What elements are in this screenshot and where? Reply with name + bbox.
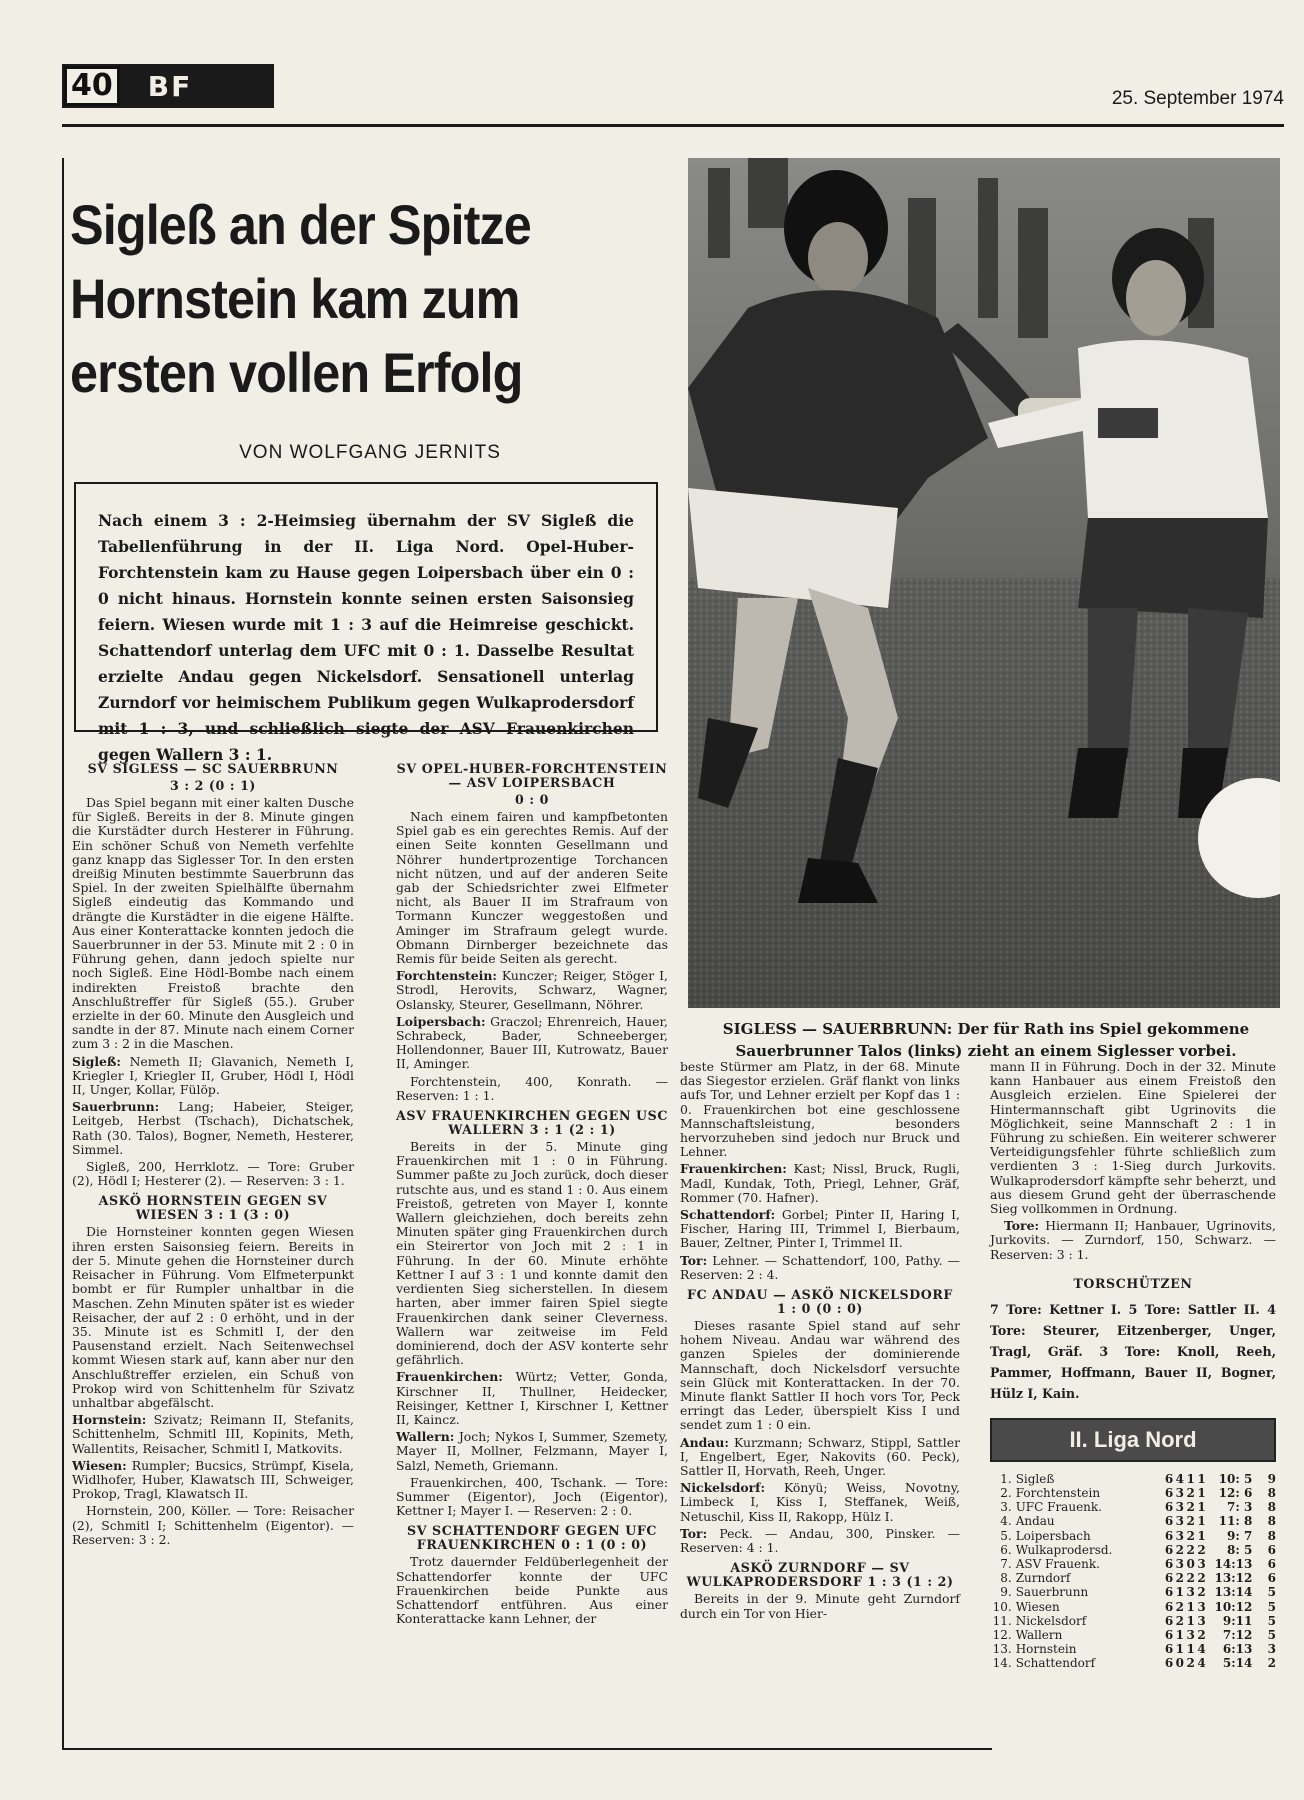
match-facts: Forchtenstein, 400, Konrath. — Reserven: 1 : 1. xyxy=(396,1073,668,1103)
wins: 3 xyxy=(1175,1500,1185,1515)
team-name: Loipersbach xyxy=(1015,1528,1091,1543)
wins: 1 xyxy=(1175,1628,1185,1643)
losses: 3 xyxy=(1197,1613,1206,1628)
games: 6 xyxy=(1164,1528,1174,1543)
games: 6 xyxy=(1164,1585,1174,1600)
table-row xyxy=(990,1614,1276,1628)
column-4 xyxy=(990,1060,1276,1671)
games: 6 xyxy=(1164,1557,1174,1572)
column-1 xyxy=(72,762,354,1550)
team-name: Hornstein xyxy=(1015,1642,1077,1657)
draws: 3 xyxy=(1186,1585,1195,1600)
table-row xyxy=(990,1642,1276,1656)
wins: 2 xyxy=(1175,1571,1185,1586)
wins: 0 xyxy=(1175,1656,1185,1671)
byline: VON WOLFGANG JERNITS xyxy=(239,442,501,463)
match-report: beste Stürmer am Platz, in der 68. Minute das Siegestor erzielen. Gräf flankt von links aufs Tor, und Lehner erzielt per Kopf das 1 : 0. Frauenkirchen bot eine geschlossene Mannschaftsleistung, besonders hervorzuheben sind jedoch nur Bruck und Lehner. xyxy=(680,1059,960,1160)
column-3 xyxy=(680,1060,960,1624)
team-name: Andau xyxy=(1015,1514,1055,1529)
team-name: Nickelsdorf xyxy=(1015,1613,1087,1628)
draws: 2 xyxy=(1186,1571,1195,1586)
wins: 1 xyxy=(1175,1642,1185,1657)
match-report: mann II in Führung. Doch in der 32. Minute kann Hanbauer aus einem Freistoß den Ausgleich erzielen. Eine Spielerei der Hintermannschaft gibt Ugrinovits die Möglichkeit, seine Mannschaft 2 : 1 in Führung zu schießen. Ein weiterer schwerer Verteidigungsfehler führte schließlich zum verdienten 3 : 1-Sieg durch Jurkovits. Wulkaprodersdorf kämpfte sehr beherzt, und aus diesem Grund geht der überraschende Sieg vollkommen in Ordnung. xyxy=(990,1059,1276,1217)
match-facts: Sigleß, 200, Herrklotz. — Tore: Gruber (2), Hödl I; Hesterer (2). — Reserven: 3 : 1. xyxy=(72,1159,354,1189)
league-table-title: II. Liga Nord xyxy=(990,1418,1276,1462)
goals: 12: 6 xyxy=(1218,1486,1253,1501)
games: 6 xyxy=(1164,1642,1174,1657)
match-report: Das Spiel begann mit einer kalten Dusche für Sigleß. Bereits in der 8. Minute gingen die Kurstädter durch Hesterer in Führung. Ein schöner Schuß von Nemeth verfehlte ganz knapp das Siglesser Tor. In den ersten dreißig Minuten bestimmte Sauerbrunn das Spiel. In der zweiten Spielhälfte übernahm Sigleß eindeutig das Kommando und drängte die Kurstädter in die eigene Hälfte. Aus einer Konterattacke konnten jedoch die Sauerbrunner in der 53. Minute mit 2 : 0 in Führung gehen, dann jedoch spielte nur noch Sigleß. Eine Hödl-Bombe nach einem indirekten Freistoß brachte den Anschlußtreffer für Sigleß (55.). Gruber erzielte in der 60. Minute den Ausgleich und sandte in der 87. Minute nach einem Corner zum 3 : 2 in die Maschen. xyxy=(72,795,354,1052)
points: 6 xyxy=(1267,1557,1276,1572)
headline xyxy=(70,188,610,410)
wins: 3 xyxy=(1175,1486,1185,1501)
match-heading: SV SIGLESS — SC SAUERBRUNN xyxy=(87,761,339,776)
table-row xyxy=(990,1557,1276,1571)
points: 5 xyxy=(1267,1585,1276,1600)
draws: 3 xyxy=(1186,1628,1195,1643)
wins: 3 xyxy=(1175,1557,1185,1572)
points: 6 xyxy=(1267,1571,1276,1586)
points: 8 xyxy=(1267,1528,1276,1543)
table-row xyxy=(990,1543,1276,1557)
losses: 3 xyxy=(1197,1599,1206,1614)
rank: 6. xyxy=(1000,1542,1012,1557)
team-name: UFC Frauenk. xyxy=(1015,1500,1102,1515)
games: 6 xyxy=(1164,1500,1174,1515)
caption-line-2: Sauerbrunner Talos (links) zieht an einem Siglesser vorbei. xyxy=(735,1042,1237,1060)
goals: 5:14 xyxy=(1222,1656,1253,1671)
draws: 2 xyxy=(1186,1542,1195,1557)
lineup: Loipersbach: Graczol; Ehrenreich, Hauer, Schrabeck, Bader, Schneeberger, Hollendonner, Bauer III, Kutrowatz, Bauer II, Aminger. xyxy=(396,1013,668,1072)
rank: 4. xyxy=(1000,1514,1012,1529)
points: 9 xyxy=(1267,1471,1276,1486)
lineup: Sauerbrunn: Lang; Habeier, Steiger, Leitgeb, Herbst (Tschach), Dichatschek, Rath (30. Talos), Bogner, Nemeth, Hesterer, Simmel. xyxy=(72,1099,354,1157)
games: 6 xyxy=(1164,1628,1174,1643)
team-name: ASV Frauenk. xyxy=(1015,1557,1100,1572)
wins: 3 xyxy=(1175,1514,1185,1529)
team-name: Sauerbrunn xyxy=(1015,1585,1089,1600)
games: 6 xyxy=(1164,1514,1174,1529)
wins: 4 xyxy=(1175,1471,1185,1486)
scorers-list: 7 Tore: Kettner I. 5 Tore: Sattler II. 4 Tore: Steurer, Eitzenberger, Unger, Tragl, Gräf. 3 Tore: Knoll, Reeh, Pammer, Hoffmann, Bauer II, Bogner, Hülz I, Kain. xyxy=(990,1301,1276,1401)
points: 6 xyxy=(1267,1542,1276,1557)
draws: 1 xyxy=(1186,1471,1195,1486)
goals: 8: 5 xyxy=(1227,1542,1253,1557)
headline-line-1: Sigleß an der Spitze xyxy=(70,193,531,256)
points: 8 xyxy=(1267,1500,1276,1515)
header-rule xyxy=(62,124,1284,127)
lineup: Andau: Kurzmann; Schwarz, Stippl, Sattler I, Engelbert, Eger, Nakovits (60. Peck), Sattler II, Horvath, Reeh, Unger. xyxy=(680,1434,960,1479)
page-number: 40 xyxy=(64,66,120,106)
goals: 10: 5 xyxy=(1218,1471,1253,1486)
points: 5 xyxy=(1267,1599,1276,1614)
draws: 0 xyxy=(1186,1557,1195,1572)
games: 6 xyxy=(1164,1471,1174,1486)
match-report: Die Hornsteiner konnten gegen Wiesen ihren ersten Saisonsieg feiern. Bereits in der 5. Minute gehen die Hornsteiner durch Reisacher in Führung. Vom Elfmeterpunkt bombt er für Rumpler unhaltbar in die Maschen. Zehn Minuten später ist es wieder Reisacher, der auf 2 : 0 erhöht, und in der 35. Minute ist es Schmitl I, der den Pausenstand erzielt. Nach Seitenwechsel kommt Wiesen stark auf, kann aber nur den Anschlußtreffer erzielen, ein Schuß von Prokop wird von Schittenhelm für Szivatz unhaltbar abgefälscht. xyxy=(72,1224,354,1410)
match-report: Nach einem fairen und kampfbetonten Spiel gab es ein gerechtes Remis. Auf der einen Seite konnten Gesellmann und Nöhrer hundertprozentige Torchancen nicht nützen, und auf der anderen Seite gab der Schiedsrichter zwei Elfmeter nicht, als Bauer II im Strafraum von Tormann Kunczer weggestoßen und Aminger im Strafraum gelegt wurde. Obmann Dirnberger bezeichnete das Remis für beide Seiten als gerecht. xyxy=(396,809,668,967)
draws: 1 xyxy=(1186,1599,1195,1614)
team-name: Zurndorf xyxy=(1015,1571,1071,1586)
match-report: Trotz dauernder Feldüberlegenheit der Schattendorfer konnte der UFC Frauenkirchen beide Punkte aus Schattendorf entführen. Aus einer Konterattacke kann Lehner, der xyxy=(396,1554,668,1627)
lineup: Sigleß: Nemeth II; Glavanich, Nemeth I, Kriegler I, Kriegler II, Gruber, Hödl I, Hödl II, Unger, Kollar, Fülöp. xyxy=(72,1053,354,1098)
goals: 9: 7 xyxy=(1227,1528,1253,1543)
goals: 7:12 xyxy=(1222,1628,1253,1643)
lineup: Wallern: Joch; Nykos I, Summer, Szemety, Mayer II, Mollner, Felzmann, Mayer I, Salzl, Nemeth, Griemann. xyxy=(396,1429,668,1473)
losses: 1 xyxy=(1197,1486,1206,1501)
table-row xyxy=(990,1656,1276,1670)
goals: 13:14 xyxy=(1214,1585,1253,1600)
games: 6 xyxy=(1164,1656,1174,1671)
draws: 2 xyxy=(1186,1528,1195,1543)
match-facts: Tor: Peck. — Andau, 300, Pinsker. — Reserven: 4 : 1. xyxy=(680,1525,960,1556)
issue-date: 25. September 1974 xyxy=(1111,88,1284,109)
losses: 2 xyxy=(1197,1628,1206,1643)
points: 5 xyxy=(1267,1613,1276,1628)
lineup: Hornstein: Szivatz; Reimann II, Stefanits, Schittenhelm, Schmitl III, Kopinits, Meth, Wallentits, Reisacher, Schmitl I, Matkovits. xyxy=(72,1412,354,1456)
goals: 14:13 xyxy=(1214,1557,1253,1572)
losses: 2 xyxy=(1197,1542,1206,1557)
losses: 1 xyxy=(1197,1471,1206,1486)
rank: 14. xyxy=(992,1656,1012,1671)
table-row xyxy=(990,1571,1276,1585)
match-report: Bereits in der 5. Minute ging Frauenkirchen mit 1 : 0 in Führung. Summer paßte zu Joch zurück, doch dieser rutschte aus, und es stand 1 : 0. Aus einem Freistoß, getreten von Mayer I, konnte Wallern gleichziehen, doch bereits zehn Minuten später ging Frauenkirchen durch ein Steirertor von Joch mit 2 : 1 in Führung. In der 60. Minute erhöhte Kettner I auf 3 : 1 und konnte damit den verdienten Sieg sicherstellen. In diesem harten, aber immer fairen Spiel siegte Frauenkirchen dank seiner Cleverness. Wallern war zeitweise im Feld dominierend, doch der ASV konterte sehr gefährlich. xyxy=(396,1139,668,1368)
losses: 4 xyxy=(1197,1642,1206,1657)
match-heading: SV SCHATTENDORF GEGEN UFC FRAUENKIRCHEN 0 : 1 (0 : 0) xyxy=(407,1523,657,1553)
team-name: Forchtenstein xyxy=(1015,1486,1101,1501)
rank: 13. xyxy=(992,1642,1012,1657)
rank: 11. xyxy=(992,1613,1012,1628)
losses: 4 xyxy=(1197,1656,1206,1671)
goals: 7: 3 xyxy=(1227,1500,1253,1515)
goals: 6:13 xyxy=(1222,1642,1253,1657)
rank: 8. xyxy=(1000,1571,1012,1586)
games: 6 xyxy=(1164,1613,1174,1628)
rank: 10. xyxy=(992,1599,1012,1614)
games: 6 xyxy=(1164,1571,1174,1586)
wins: 2 xyxy=(1175,1542,1185,1557)
match-score: 0 : 0 xyxy=(515,792,549,807)
lineup: Forchtenstein: Kunczer; Reiger, Stöger I, Strodl, Herovits, Schwarz, Wagner, Oslansky, Steurer, Gesellmann, Nöhrer. xyxy=(396,968,668,1012)
table-row xyxy=(990,1500,1276,1514)
rank: 7. xyxy=(1000,1557,1012,1572)
match-report: Bereits in der 9. Minute geht Zurndorf durch ein Tor von Hier- xyxy=(680,1591,960,1621)
goals: 11: 8 xyxy=(1218,1514,1253,1529)
wins: 1 xyxy=(1175,1585,1185,1600)
losses: 1 xyxy=(1197,1528,1206,1543)
lineup: Nickelsdorf: Könyü; Weiss, Novotny, Limbeck I, Kiss I, Steffanek, Weiß, Netuschil, Kiss II, Rakopp, Hülz I. xyxy=(680,1480,960,1524)
goals: 10:12 xyxy=(1214,1599,1253,1614)
losses: 1 xyxy=(1197,1500,1206,1515)
match-heading: ASV FRAUENKIRCHEN GEGEN USC WALLERN 3 : 1 (2 : 1) xyxy=(396,1108,668,1138)
lineup: Wiesen: Rumpler; Bucsics, Strümpf, Kisela, Widlhofer, Huber, Klawatsch III, Schweiger, Prokop, Tragl, Klawatsch II. xyxy=(72,1457,354,1502)
intro-box: Nach einem 3 : 2-Heimsieg übernahm der SV Sigleß die Tabellenführung in der II. Liga Nord. Opel-Huber-Forchtenstein kam zu Hause gegen Loipersbach über ein 0 : 0 nicht hinaus. Hornstein konnte seinen ersten Saisonsieg feiern. Wiesen wurde mit 1 : 3 auf die Heimreise geschickt. Schattendorf unterlag dem UFC mit 0 : 1. Dasselbe Resultat erzielte Andau gegen Nickelsdorf. Sensationell unterlag Zurndorf vor heimischem Publikum gegen Wulkaprodersdorf mit 1 : 3, und schließlich siegte der ASV Frauenkirchen gegen Wallern 3 : 1. xyxy=(74,482,658,732)
draws: 2 xyxy=(1186,1656,1195,1671)
table-row xyxy=(990,1486,1276,1500)
rank: 9. xyxy=(1000,1585,1012,1600)
team-name: Schattendorf xyxy=(1015,1656,1096,1671)
draws: 2 xyxy=(1186,1500,1195,1515)
points: 2 xyxy=(1267,1656,1276,1671)
headline-line-2: Hornstein kam zum xyxy=(70,267,520,330)
games: 6 xyxy=(1164,1599,1174,1614)
table-row xyxy=(990,1628,1276,1642)
match-facts: Tore: Hiermann II; Hanbauer, Ugrinovits, Jurkovits. — Zurndorf, 150, Schwarz. — Reserven: 3 : 1. xyxy=(990,1218,1276,1262)
match-heading: ASKÖ ZURNDORF — SV WULKAPRODERSDORF 1 : 3 (1 : 2) xyxy=(686,1560,954,1590)
page-number-badge xyxy=(62,64,274,108)
column-2 xyxy=(396,762,668,1629)
losses: 3 xyxy=(1197,1557,1206,1572)
lineup: Schattendorf: Gorbel; Pinter II, Haring I, Fischer, Haring III, Trimmel I, Bierbaum, Bauer, Zeltner, Pinter I, Trimmel II. xyxy=(680,1207,960,1251)
bottom-rule xyxy=(62,1748,992,1750)
draws: 1 xyxy=(1186,1642,1195,1657)
losses: 2 xyxy=(1197,1571,1206,1586)
match-facts: Tor: Lehner. — Schattendorf, 100, Pathy. — Reserven: 2 : 4. xyxy=(680,1252,960,1282)
match-heading: FC ANDAU — ASKÖ NICKELSDORF 1 : 0 (0 : 0) xyxy=(687,1287,953,1317)
rank: 3. xyxy=(1000,1500,1012,1515)
match-heading: ASKÖ HORNSTEIN GEGEN SV WIESEN 3 : 1 (3 : 0) xyxy=(98,1193,328,1223)
draws: 2 xyxy=(1186,1486,1195,1501)
table-row xyxy=(990,1529,1276,1543)
team-name: Sigleß xyxy=(1015,1471,1055,1486)
rank: 1. xyxy=(1000,1471,1012,1486)
points: 5 xyxy=(1267,1628,1276,1643)
caption-line-1: SIGLESS — SAUERBRUNN: Der für Rath ins Spiel gekommene xyxy=(722,1020,1250,1038)
rank: 12. xyxy=(992,1628,1012,1643)
team-name: Wiesen xyxy=(1015,1599,1060,1614)
points: 3 xyxy=(1267,1642,1276,1657)
standings-table xyxy=(990,1472,1276,1671)
left-column-rule xyxy=(62,158,64,1748)
match-score: 3 : 2 (0 : 1) xyxy=(170,778,256,793)
table-row xyxy=(990,1585,1276,1599)
wins: 3 xyxy=(1175,1528,1185,1543)
section-label: BF xyxy=(147,69,193,103)
match-facts: Hornstein, 200, Köller. — Tore: Reisacher (2), Schmitl I; Schittenhelm (Eigentor). — Reserven: 3 : 2. xyxy=(72,1503,354,1547)
table-row xyxy=(990,1514,1276,1528)
wins: 2 xyxy=(1175,1599,1185,1614)
games: 6 xyxy=(1164,1542,1174,1557)
team-name: Wallern xyxy=(1015,1628,1063,1643)
team-name: Wulkaprodersd. xyxy=(1015,1542,1113,1557)
match-report: Dieses rasante Spiel stand auf sehr hohem Niveau. Andau war während des ganzen Spieles der dominierende Mannschaft, doch Nickelsdorf versuchte sein Glück mit Konterattacken. In der 70. Minute flankt Sattler II hoch vors Tor, Peck erringt das Leder, überspielt Kiss I und sendet zum 1 : 0 ein. xyxy=(680,1318,960,1433)
wins: 2 xyxy=(1175,1613,1185,1628)
headline-line-3: ersten vollen Erfolg xyxy=(70,341,523,404)
points: 8 xyxy=(1267,1514,1276,1529)
scorers-title: TORSCHÜTZEN xyxy=(1073,1275,1193,1291)
draws: 2 xyxy=(1186,1514,1195,1529)
lineup: Frauenkirchen: Würtz; Vetter, Gonda, Kirschner II, Thullner, Heidecker, Reisinger, Kettner I, Kirschner I, Kettner II, Kaincz. xyxy=(396,1369,668,1427)
points: 8 xyxy=(1267,1486,1276,1501)
match-facts: Frauenkirchen, 400, Tschank. — Tore: Summer (Eigentor), Joch (Eigentor), Kettner I; Mayer I. — Reserven: 2 : 0. xyxy=(396,1474,668,1519)
goals: 9:11 xyxy=(1222,1613,1253,1628)
rank: 2. xyxy=(1000,1486,1012,1501)
match-photo xyxy=(688,158,1280,1008)
match-heading: SV OPEL-HUBER-FORCHTENSTEIN — ASV LOIPERSBACH xyxy=(396,761,668,790)
goals: 13:12 xyxy=(1214,1571,1253,1586)
table-row xyxy=(990,1600,1276,1614)
games: 6 xyxy=(1164,1486,1174,1501)
losses: 2 xyxy=(1197,1585,1206,1600)
rank: 5. xyxy=(1000,1528,1012,1543)
losses: 1 xyxy=(1197,1514,1206,1529)
photo-caption xyxy=(686,1018,1286,1062)
lineup: Frauenkirchen: Kast; Nissl, Bruck, Rugli, Madl, Kundak, Toth, Priegl, Lehner, Gräf, Rommer (70. Hafner). xyxy=(680,1161,960,1205)
draws: 1 xyxy=(1186,1613,1195,1628)
table-row xyxy=(990,1472,1276,1486)
